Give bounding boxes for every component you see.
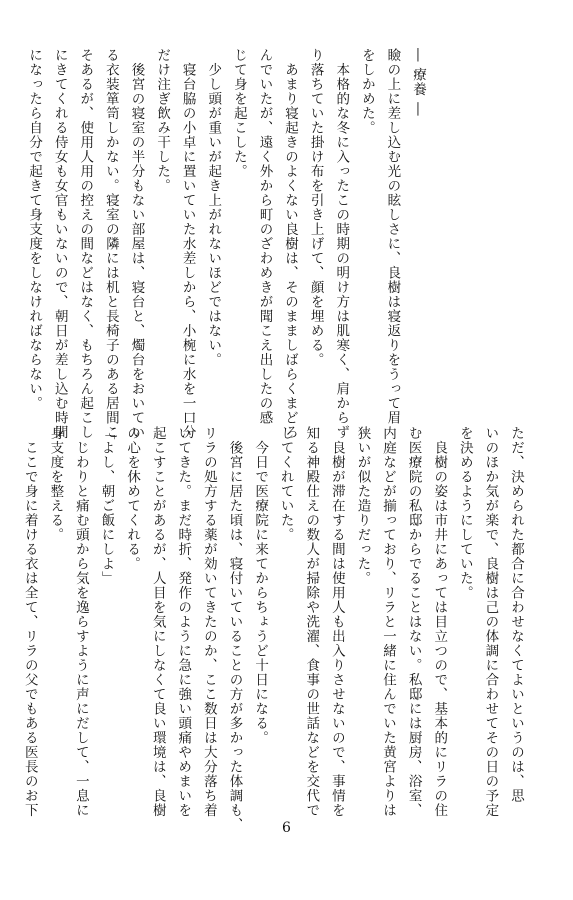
text-line: 内庭などが揃っており、リラと一緒に住んでいた黄宮よりは — [380, 426, 397, 818]
text-line: の心を休めてくれる。 — [124, 426, 141, 571]
text-line: だけ注ぎ飲み干した。 — [154, 48, 171, 193]
text-line: そあるが、使用人用の控えの間などはなく、もちろん起こし — [77, 48, 94, 440]
text-line: 良樹が滞在する間は使用人も出入りさせないので、事情を — [328, 426, 345, 818]
text-line: じて身を起こした。 — [230, 48, 247, 179]
text-line: 寝台脇の小卓に置いていた水差しから、小椀に水を一口分 — [179, 48, 196, 440]
text-line: ここで身に着ける衣は全て、リラの父でもある医長のお下 — [21, 426, 38, 818]
text-line: を決めるようにしていた。 — [456, 426, 473, 600]
text-line: いのほか気が楽で、良樹は己の体調に合わせてその日の予定 — [482, 426, 499, 818]
text-line: 良樹の姿は市井にあっては目立つので、基本的にリラの住 — [431, 426, 448, 818]
text-line: む医療院の私邸からでることはない。私邸には厨房、浴室、 — [405, 426, 422, 818]
text-line: 「よし、朝ご飯にしよ」 — [98, 426, 115, 586]
page-number: 6 — [282, 820, 291, 836]
text-line: んでいたが、遠く外から町のざわめきが聞こえ出したの感 — [256, 48, 273, 425]
lower-text-block — [21, 426, 528, 832]
text-line: リラの処方する薬が効いてきたのか、ここ数日は大分落ち着 — [200, 426, 217, 818]
text-line: 後宮の寝室の半分もない部屋は、寝台と、燭台をおいてい — [128, 48, 145, 440]
text-line: る衣装箪笥しかない。寝室の隣には机と長椅子のある居間こ — [102, 48, 119, 440]
text-line: になったら自分で起きて身支度をしなければならない。 — [26, 48, 43, 411]
text-line: 瞼の上に差し込む光の眩しさに、良樹は寝返りをうって眉 — [384, 48, 401, 425]
text-line: にきてくれる侍女も女官もいないので、朝日が差し込む時間 — [51, 48, 68, 440]
text-line: 後宮に居た頃は、寝付いていることの方が多かった体調も、 — [226, 426, 243, 832]
text-line: 少し頭が重いが起き上がれないほどではない。 — [205, 48, 222, 367]
text-line: をしかめた。 — [358, 48, 375, 135]
text-line: いてきた。まだ時折、発作のように急に強い頭痛やめまいを — [175, 426, 192, 818]
text-line: 今日で医療院に来てからちょうど十日になる。 — [252, 426, 269, 745]
text-line: じわりと痛む頭から気を逸らすように声にだして、一息に — [72, 426, 89, 818]
upper-text-block — [26, 48, 516, 440]
text-line: 知る神殿仕えの数人が掃除や洗濯、食事の世話などを交代で — [303, 426, 320, 818]
section-title: ― 療養 ― — [410, 48, 426, 117]
text-line: 本格的な冬に入ったこの時期の明け方は肌寒く、肩からず — [333, 48, 350, 440]
text-line: あまり寝起きのよくない良樹は、そのまましばらくまどろ — [282, 48, 299, 440]
text-line: 狭いが似た造りだった。 — [354, 426, 371, 586]
text-line: ただ、決められた都合に合わせなくてよいというのは、思 — [508, 426, 524, 803]
text-line: り落ちていた掛け布を引き上げて、顔を埋める。 — [307, 48, 324, 367]
text-line: 身支度を整える。 — [47, 426, 64, 542]
text-line: してくれていた。 — [277, 426, 294, 542]
text-line: 起こすことがあるが、人目を気にしなくて良い環境は、良樹 — [149, 426, 166, 818]
